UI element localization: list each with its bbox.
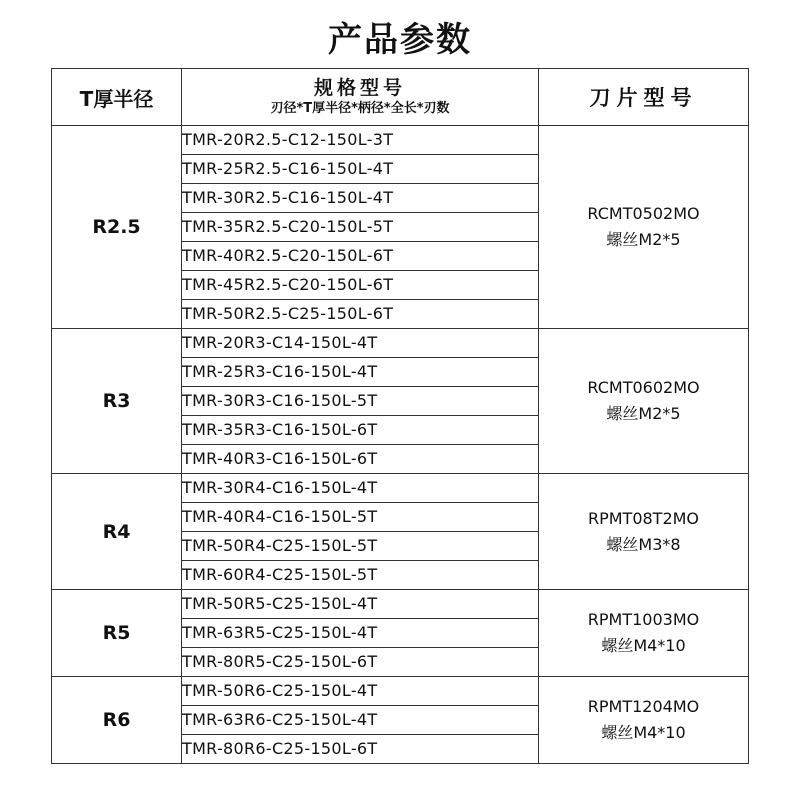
model-cell: TMR-50R2.5-C25-150L-6T	[182, 300, 539, 329]
model-cell: TMR-30R3-C16-150L-5T	[182, 387, 539, 416]
radius-cell: R2.5	[52, 126, 182, 329]
radius-cell: R4	[52, 474, 182, 590]
radius-cell: R6	[52, 677, 182, 764]
table-row	[52, 329, 749, 358]
model-cell: TMR-40R4-C16-150L-5T	[182, 503, 539, 532]
blade-cell	[539, 474, 749, 590]
screw-spec: 螺丝M4*10	[601, 636, 686, 655]
model-cell: TMR-35R3-C16-150L-6T	[182, 416, 539, 445]
table-header-row	[52, 69, 749, 126]
radius-cell: R5	[52, 590, 182, 677]
table-row	[52, 126, 749, 155]
blade-model: RPMT08T2MO	[587, 508, 700, 528]
blade-cell	[539, 126, 749, 329]
table-body	[52, 126, 749, 764]
model-cell: TMR-25R3-C16-150L-4T	[182, 358, 539, 387]
model-cell: TMR-40R2.5-C20-150L-6T	[182, 242, 539, 271]
radius-cell: R3	[52, 329, 182, 474]
model-cell: TMR-40R3-C16-150L-6T	[182, 445, 539, 474]
model-cell: TMR-80R6-C25-150L-6T	[182, 735, 539, 764]
blade-model: RCMT0502MO	[587, 204, 700, 223]
model-cell: TMR-30R2.5-C16-150L-4T	[182, 184, 539, 213]
header-radius: T厚半径	[52, 69, 182, 126]
table-row	[52, 677, 749, 706]
model-cell: TMR-35R2.5-C20-150L-5T	[182, 213, 539, 242]
header-blade: 刀片型号	[539, 69, 749, 126]
model-cell: TMR-63R6-C25-150L-4T	[182, 706, 539, 735]
header-model-main: 规格型号	[313, 77, 406, 99]
screw-spec: 螺丝M2*5	[606, 230, 681, 249]
table-row	[52, 590, 749, 619]
page-title: 产品参数	[328, 20, 472, 60]
model-cell: TMR-63R5-C25-150L-4T	[182, 619, 539, 648]
model-cell: TMR-50R6-C25-150L-4T	[182, 677, 539, 706]
model-cell: TMR-80R5-C25-150L-6T	[182, 648, 539, 677]
model-cell: TMR-25R2.5-C16-150L-4T	[182, 155, 539, 184]
model-cell: TMR-20R3-C14-150L-4T	[182, 329, 539, 358]
screw-spec: 螺丝M3*8	[606, 534, 681, 554]
blade-cell	[539, 677, 749, 764]
model-cell: TMR-50R5-C25-150L-4T	[182, 590, 539, 619]
table-row	[52, 474, 749, 503]
model-cell: TMR-30R4-C16-150L-4T	[182, 474, 539, 503]
screw-spec: 螺丝M4*10	[601, 723, 686, 742]
blade-cell	[539, 590, 749, 677]
blade-model: RPMT1204MO	[587, 697, 700, 716]
blade-cell	[539, 329, 749, 474]
screw-spec: 螺丝M2*5	[606, 404, 681, 423]
header-model-sub: 刃径*T厚半径*柄径*全长*刃数	[270, 101, 450, 116]
header-model	[182, 69, 539, 126]
blade-model: RPMT1003MO	[587, 610, 700, 629]
blade-model: RCMT0602MO	[587, 378, 700, 397]
model-cell: TMR-60R4-C25-150L-5T	[182, 561, 539, 590]
model-cell: TMR-50R4-C25-150L-5T	[182, 532, 539, 561]
model-cell: TMR-45R2.5-C20-150L-6T	[182, 271, 539, 300]
product-spec-table	[51, 68, 749, 764]
model-cell: TMR-20R2.5-C12-150L-3T	[182, 126, 539, 155]
